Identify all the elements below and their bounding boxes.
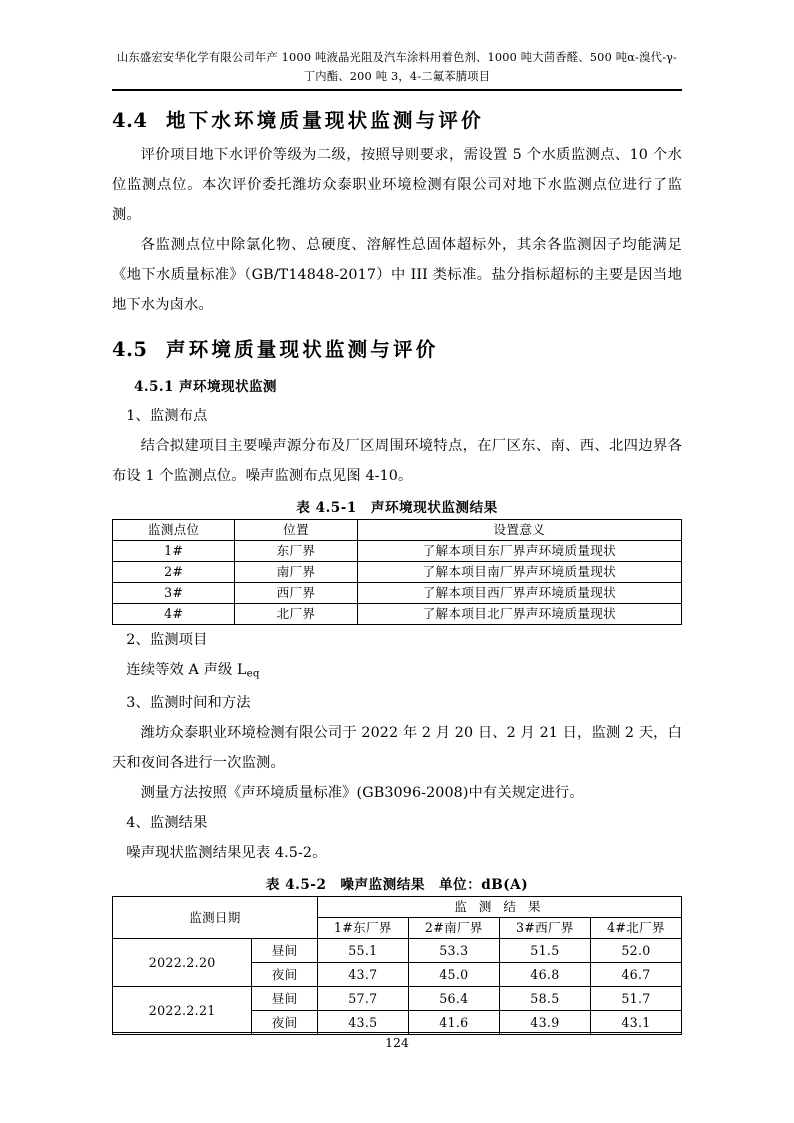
table-2-caption-unit: 单位：dB(A)	[438, 876, 529, 893]
paragraph-leq	[112, 655, 682, 688]
table-1-caption	[112, 496, 682, 516]
table-2-header-results: 监 测 结 果	[317, 896, 681, 917]
section-number-4-5: 4.5	[112, 338, 148, 362]
table-1-cell-purpose: 了解本项目南厂界声环境质量现状	[357, 561, 681, 582]
paragraph-monitoring-layout: 结合拟建项目主要噪声源分布及厂区周围环境特点，在厂区东、南、西、北四边界各布设 1 个监测点位。噪声监测布点见图 4-10。	[112, 437, 682, 484]
running-header-line-1: 山东盛宏安华化学有限公司年产 1000 吨液晶光阻及汽车涂料用着色剂、1000 吨大茴香醛、500 吨α-溴代-γ-	[116, 51, 678, 64]
list-item-monitoring-items: 2、监测项目	[126, 631, 208, 648]
table-1-cell-point: 4#	[113, 603, 235, 624]
leq-label: 连续等效 A 声级 L	[126, 661, 247, 678]
table-2-header-point-1: 1#东厂界	[317, 917, 408, 938]
table-1-header-purpose: 设置意义	[357, 519, 681, 540]
table-2-header-date: 监测日期	[113, 896, 318, 938]
page-footer	[112, 1032, 682, 1050]
table-2-cell-date: 2022.2.21	[113, 986, 252, 1034]
table-1-cell-location: 南厂界	[235, 561, 357, 582]
table-2-header-point-3: 3#西厂界	[499, 917, 590, 938]
paragraph-groundwater-results: 各监测点位中除氯化物、总硬度、溶解性总固体超标外，其余各监测因子均能满足《地下水质量标准》（GB/T14848-2017）中 III 类标准。盐分指标超标的主要是因当地地下水为卤水。	[112, 237, 682, 314]
table-row	[113, 986, 682, 1010]
table-2-cell-period: 昼间	[252, 986, 317, 1010]
table-2-header-point-2: 2#南厂界	[408, 917, 499, 938]
table-2-caption-title: 噪声监测结果	[340, 876, 425, 893]
table-1-cell-point: 1#	[113, 540, 235, 561]
table-2-cell-value: 46.8	[499, 962, 590, 986]
table-row	[113, 603, 682, 624]
table-2-cell-value: 45.0	[408, 962, 499, 986]
table-1-cell-purpose: 了解本项目北厂界声环境质量现状	[357, 603, 681, 624]
table-2-cell-period: 夜间	[252, 962, 317, 986]
header-divider	[112, 89, 682, 91]
running-header-line-2: 丁内酯、200 吨 3，4-二氟苯腈项目	[303, 70, 491, 83]
table-noise-monitoring-results	[112, 896, 682, 1035]
section-title-4-4: 地下水环境质量现状监测与评价	[166, 109, 484, 132]
paragraph-results-reference: 噪声现状监测结果见表 4.5-2。	[126, 844, 327, 861]
table-2-cell-value: 51.5	[499, 938, 590, 962]
paragraph-monitoring-time: 潍坊众泰职业环境检测有限公司于 2022 年 2 月 20 日、2 月 21 日，监测 2 天，白天和夜间各进行一次监测。	[112, 724, 682, 771]
list-item-monitoring-time-method: 3、监测时间和方法	[126, 694, 251, 711]
table-header-row	[113, 519, 682, 540]
table-2-cell-value: 51.7	[590, 986, 681, 1010]
table-row	[113, 561, 682, 582]
table-1-cell-location: 西厂界	[235, 582, 357, 603]
table-1-cell-location: 北厂界	[235, 603, 357, 624]
table-2-caption-number: 表 4.5-2	[265, 876, 327, 893]
table-1-cell-point: 3#	[113, 582, 235, 603]
table-2-cell-period: 夜间	[252, 1010, 317, 1034]
table-acoustic-monitoring-points	[112, 519, 682, 625]
table-2-cell-value: 53.3	[408, 938, 499, 962]
table-2-cell-value: 56.4	[408, 986, 499, 1010]
table-2-cell-value: 46.7	[590, 962, 681, 986]
table-2-cell-value: 57.7	[317, 986, 408, 1010]
table-1-caption-title: 声环境现状监测结果	[370, 499, 498, 516]
table-2-caption	[112, 873, 682, 893]
table-2-cell-value: 55.1	[317, 938, 408, 962]
running-header	[112, 0, 682, 86]
paragraph-groundwater-level: 评价项目地下水评价等级为二级，按照导则要求，需设置 5 个水质监测点、10 个水位监测点位。本次评价委托潍坊众泰职业环境检测有限公司对地下水监测点位进行了监测。	[112, 147, 682, 224]
table-2-cell-value: 58.5	[499, 986, 590, 1010]
table-row	[113, 938, 682, 962]
table-1-cell-purpose: 了解本项目西厂界声环境质量现状	[357, 582, 681, 603]
table-row	[113, 582, 682, 603]
subsection-heading-4-5-1: 4.5.1 声环境现状监测	[134, 378, 277, 395]
page-number: 124	[385, 1035, 409, 1050]
table-header-row	[113, 896, 682, 917]
table-2-cell-period: 昼间	[252, 938, 317, 962]
table-2-cell-value: 43.5	[317, 1010, 408, 1034]
table-2-cell-value: 43.1	[590, 1010, 681, 1034]
leq-subscript: eq	[246, 666, 260, 679]
table-2-cell-value: 52.0	[590, 938, 681, 962]
section-heading-4-5	[112, 337, 682, 363]
section-number-4-4: 4.4	[112, 109, 148, 132]
table-row	[113, 540, 682, 561]
table-2-cell-value: 43.7	[317, 962, 408, 986]
table-1-cell-location: 东厂界	[235, 540, 357, 561]
table-2-cell-date: 2022.2.20	[113, 938, 252, 986]
paragraph-measurement-method: 测量方法按照《声环境质量标准》(GB3096-2008)中有关规定进行。	[140, 784, 584, 801]
section-title-4-5: 声环境质量现状监测与评价	[166, 338, 439, 362]
table-1-cell-purpose: 了解本项目东厂界声环境质量现状	[357, 540, 681, 561]
list-item-monitoring-layout: 1、监测布点	[126, 407, 208, 424]
table-2-cell-value: 43.9	[499, 1010, 590, 1034]
table-1-cell-point: 2#	[113, 561, 235, 582]
page-content	[112, 0, 682, 1035]
list-item-monitoring-results: 4、监测结果	[126, 814, 208, 831]
table-1-header-location: 位置	[235, 519, 357, 540]
table-1-caption-number: 表 4.5-1	[296, 499, 357, 516]
section-heading-4-4	[112, 108, 682, 134]
table-2-cell-value: 41.6	[408, 1010, 499, 1034]
table-2-header-point-4: 4#北厂界	[590, 917, 681, 938]
table-1-header-point: 监测点位	[113, 519, 235, 540]
